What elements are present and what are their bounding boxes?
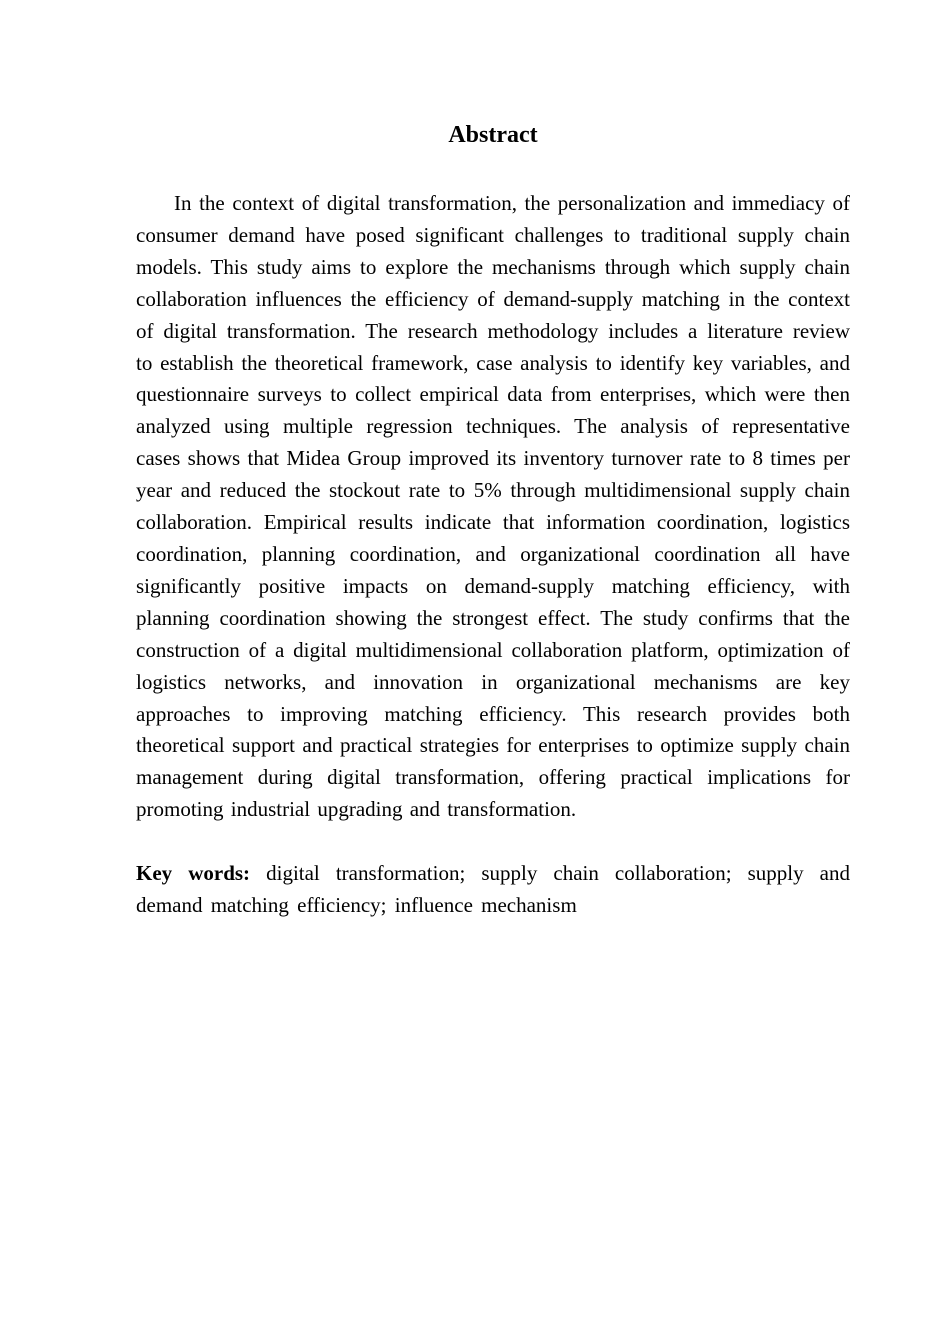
keywords-label: Key words: — [136, 861, 251, 886]
abstract-body: In the context of digital transformation, the personalization and immediacy of consumer demand have posed significant challenges to traditional supply chain models. This study aims to explore the mechanisms through which supply chain collaboration influences the efficiency of demand-supply matching in the context of digital transformation. The research methodology includes a literature review to establish the theoretical framework, case analysis to identify key variables, and questionnaire surveys to collect empirical data from enterprises, which were then analyzed using multiple regression techniques. The analysis of representative cases shows that Midea Group improved its inventory turnover rate to 8 times per year and reduced the stockout rate to 5% through multidimensional supply chain collaboration. Empirical results indicate that information coordination, logistics coordination, planning coordination, and organizational coordination all have significantly positive impacts on demand-supply matching efficiency, with planning coordination showing the strongest effect. The study confirms that the construction of a digital multidimensional collaboration platform, optimization of logistics networks, and innovation in organizational mechanisms are key approaches to improving matching efficiency. This research provides both theoretical support and practical strategies for enterprises to optimize supply chain management during digital transformation, offering practical implications for promoting industrial upgrading and transformation. — [136, 191, 850, 822]
keywords-text: digital transformation; supply chain collaboration; supply and demand matching efficiency; influence mechanism — [136, 861, 850, 918]
abstract-page — [136, 118, 850, 922]
abstract-title: Abstract — [448, 122, 538, 148]
keywords-paragraph — [136, 858, 850, 922]
